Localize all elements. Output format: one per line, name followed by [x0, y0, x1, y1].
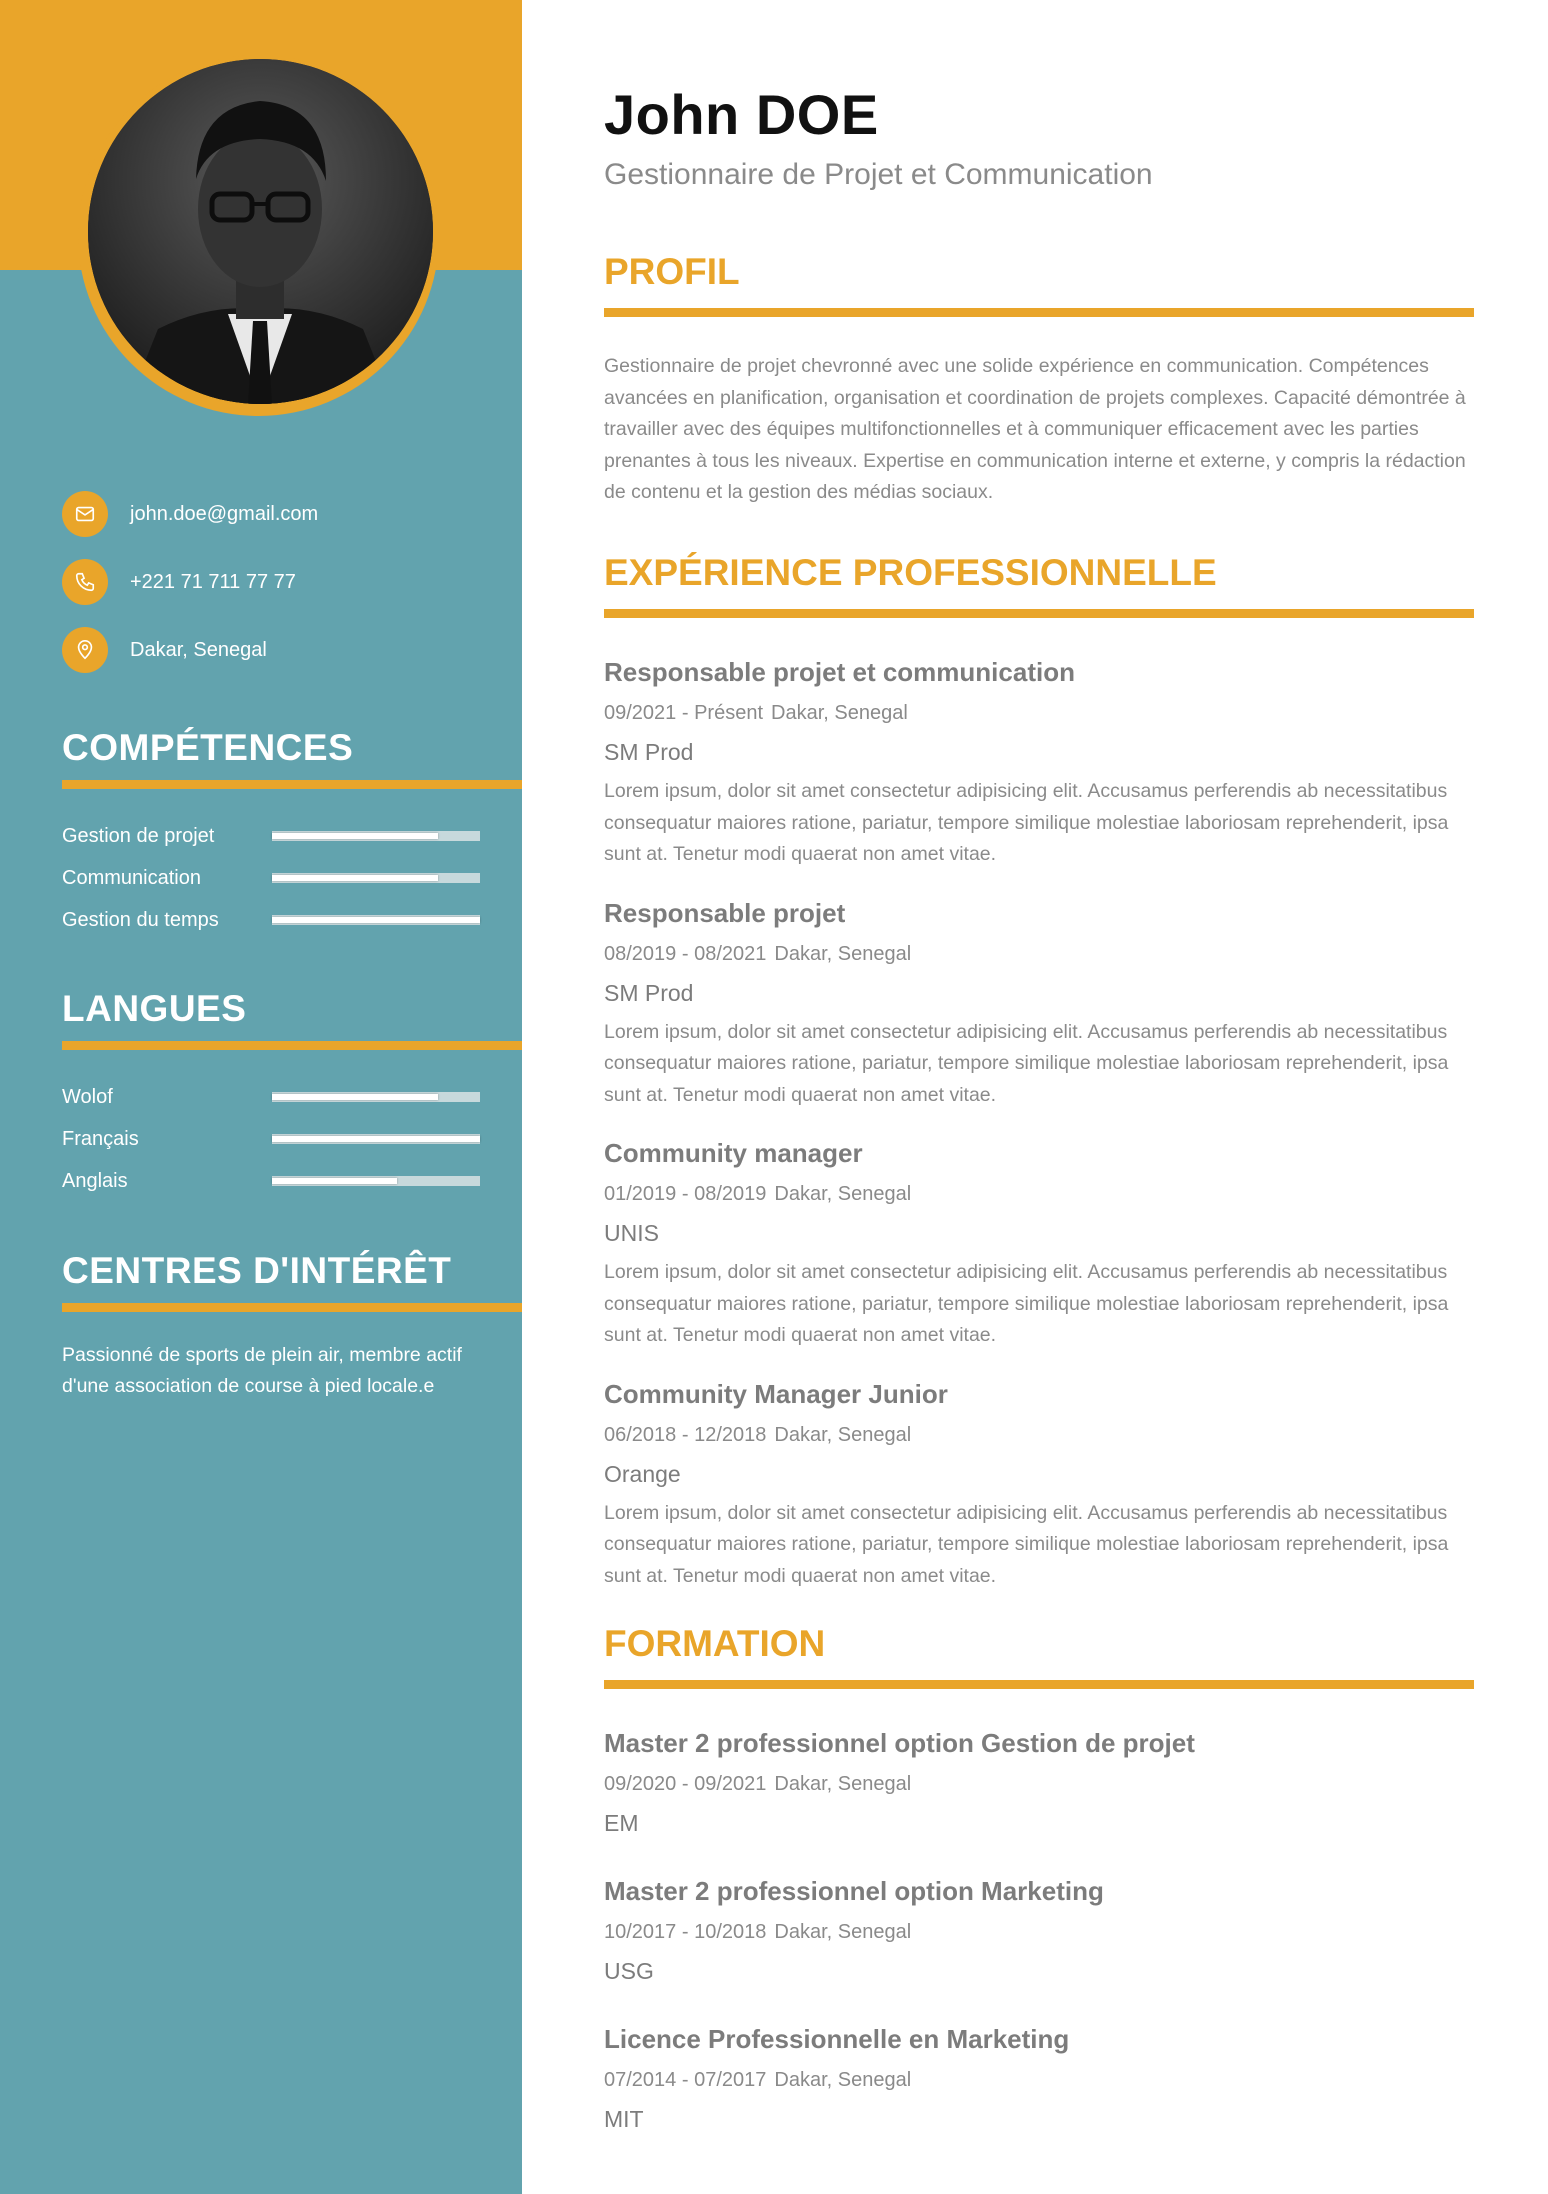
job-dates: 06/2018 - 12/2018 — [604, 1423, 767, 1446]
contact-list — [62, 490, 318, 694]
skill-row — [62, 857, 522, 899]
job-location: Dakar, Senegal — [774, 1183, 912, 1205]
degree-title: Master 2 professionnel option Marketing — [604, 1876, 1104, 1906]
skill-level-fill — [272, 833, 438, 839]
job-description: Lorem ipsum, dolor sit amet consectetur adipisicing elit. Accusamus perferendis ab necessitatibus consequatur maiores ratione, pariatur, tempore similique molestiae laboriosam reprehenderit, ipsa sunt at. Tenetur modi quaerat non amet vitae. — [604, 1020, 1449, 1106]
degree-title: Master 2 professionnel option Gestion de projet — [604, 1728, 1195, 1758]
degree-dates: 07/2014 - 07/2017 — [604, 2069, 767, 2091]
skill-level-fill — [272, 875, 438, 881]
contact-location-text: Dakar, Senegal — [130, 638, 267, 661]
job-location: Dakar, Senegal — [774, 1423, 912, 1446]
languages-rule — [62, 1041, 522, 1050]
job-company: SM Prod — [604, 739, 694, 765]
skills-title: COMPÉTENCES — [62, 727, 354, 768]
profile-section — [604, 250, 1474, 509]
skill-level-bar — [272, 831, 480, 841]
contact-email[interactable] — [62, 490, 318, 538]
contact-email-text: john.doe@gmail.com — [130, 502, 319, 525]
job-company: Orange — [604, 1460, 681, 1487]
interests-section — [62, 1249, 522, 1402]
languages-list — [62, 1076, 522, 1202]
job-company: SM Prod — [604, 979, 694, 1006]
job-role: Community manager — [604, 1138, 863, 1168]
skill-label: Gestion du temps — [62, 908, 219, 931]
degree-meta — [604, 1919, 1474, 1945]
skill-level-bar — [272, 873, 480, 883]
education-rule — [604, 1680, 1474, 1689]
location-pin-icon — [62, 627, 108, 673]
skill-row — [62, 815, 522, 857]
job-role: Community Manager Junior — [604, 1378, 948, 1409]
experience-entry — [604, 1137, 1474, 1352]
job-description: Lorem ipsum, dolor sit amet consectetur adipisicing elit. Accusamus perferendis ab necessitatibus consequatur maiores ratione, pariatur, tempore similique molestiae laboriosam reprehenderit, ipsa sunt at. Tenetur modi quaerat non amet vitae. — [604, 1501, 1449, 1587]
education-entry — [604, 1727, 1474, 1837]
degree-school: USG — [604, 1958, 654, 1984]
experience-rule — [604, 609, 1474, 618]
profile-title: PROFIL — [604, 251, 740, 292]
skills-rule — [62, 780, 522, 789]
skill-label: Communication — [62, 866, 201, 889]
degree-location: Dakar, Senegal — [774, 1773, 912, 1795]
skill-level-bar — [272, 915, 480, 925]
education-section — [604, 1622, 1474, 2133]
job-location: Dakar, Senegal — [774, 942, 912, 965]
skill-row — [62, 1118, 522, 1160]
interests-title: CENTRES D'INTÉRÊT — [62, 1250, 452, 1291]
job-role: Responsable projet et communication — [604, 657, 1075, 687]
skills-section — [62, 726, 522, 941]
degree-location: Dakar, Senegal — [774, 2069, 912, 2091]
skill-level-fill — [272, 1136, 480, 1142]
job-description: Lorem ipsum, dolor sit amet consectetur adipisicing elit. Accusamus perferendis ab necessitatibus consequatur maiores ratione, pariatur, tempore similique molestiae laboriosam reprehenderit, ipsa sunt at. Tenetur modi quaerat non amet vitae. — [604, 780, 1449, 865]
degree-dates: 10/2017 - 10/2018 — [604, 1921, 767, 1943]
job-meta — [604, 1422, 1474, 1448]
skills-list — [62, 815, 522, 941]
experience-entry — [604, 656, 1474, 871]
job-dates: 01/2019 - 08/2019 — [604, 1183, 767, 1205]
degree-school: EM — [604, 1810, 639, 1836]
phone-icon — [62, 559, 108, 605]
contact-location — [62, 626, 318, 674]
interests-rule — [62, 1303, 522, 1312]
education-entry — [604, 2023, 1474, 2133]
skill-level-bar — [272, 1134, 480, 1144]
skill-row — [62, 1160, 522, 1202]
languages-title: LANGUES — [62, 988, 247, 1029]
education-entry — [604, 1875, 1474, 1985]
skill-row — [62, 1076, 522, 1118]
profile-photo — [88, 59, 433, 404]
job-description: Lorem ipsum, dolor sit amet consectetur adipisicing elit. Accusamus perferendis ab necessitatibus consequatur maiores ratione, pariatur, tempore similique molestiae laboriosam reprehenderit, ipsa sunt at. Tenetur modi quaerat non amet vitae. — [604, 1261, 1449, 1346]
skill-label: Français — [62, 1127, 139, 1150]
profile-text: Gestionnaire de projet chevronné avec une solide expérience en communication. Compétences avancées en planification, organisation et coordination de projets complexes. Capacité démontrée à travailler avec des équipes multifonctionnelles et à communiquer efficacement avec les parties prenantes à tous les niveaux. Expertise en communication interne et externe, y compris la rédaction de contenu et la gestion des médias sociaux. — [604, 355, 1466, 503]
skill-label: Gestion de projet — [62, 824, 215, 847]
job-meta — [604, 941, 1474, 967]
experience-section — [604, 551, 1474, 1592]
degree-dates: 09/2020 - 09/2021 — [604, 1773, 767, 1795]
job-location: Dakar, Senegal — [771, 702, 908, 724]
job-dates: 09/2021 - Présent — [604, 702, 763, 724]
degree-school: MIT — [604, 2106, 644, 2132]
person-title: Gestionnaire de Projet et Communication — [604, 158, 1153, 191]
skill-row — [62, 899, 522, 941]
job-role: Responsable projet — [604, 897, 846, 928]
envelope-icon — [62, 491, 108, 537]
job-dates: 08/2019 - 08/2021 — [604, 942, 767, 965]
skill-level-fill — [272, 1094, 438, 1100]
education-title: FORMATION — [604, 1623, 826, 1664]
experience-list — [604, 656, 1474, 1592]
person-name: John DOE — [604, 83, 879, 146]
skill-label: Wolof — [62, 1085, 113, 1108]
degree-location: Dakar, Senegal — [774, 1921, 912, 1943]
contact-phone-text: +221 71 711 77 77 — [130, 570, 296, 593]
degree-title: Licence Professionnelle en Marketing — [604, 2024, 1070, 2054]
job-company: UNIS — [604, 1220, 659, 1246]
person-portrait-icon — [88, 59, 433, 404]
degree-meta — [604, 1771, 1474, 1797]
experience-entry — [604, 1378, 1474, 1593]
skill-level-fill — [272, 917, 480, 923]
job-meta — [604, 1181, 1474, 1207]
degree-meta — [604, 2067, 1474, 2093]
languages-section — [62, 987, 522, 1202]
job-meta — [604, 700, 1474, 726]
skill-level-fill — [272, 1178, 397, 1184]
interests-text: Passionné de sports de plein air, membre actif d'une association de course à pied locale.e — [62, 1344, 462, 1397]
education-list — [604, 1727, 1474, 2133]
profile-rule — [604, 308, 1474, 317]
skill-label: Anglais — [62, 1169, 128, 1192]
skill-level-bar — [272, 1176, 480, 1186]
experience-entry — [604, 897, 1474, 1112]
sidebar — [0, 0, 522, 2194]
experience-title: EXPÉRIENCE PROFESSIONNELLE — [604, 552, 1217, 593]
skill-level-bar — [272, 1092, 480, 1102]
contact-phone[interactable] — [62, 558, 318, 606]
